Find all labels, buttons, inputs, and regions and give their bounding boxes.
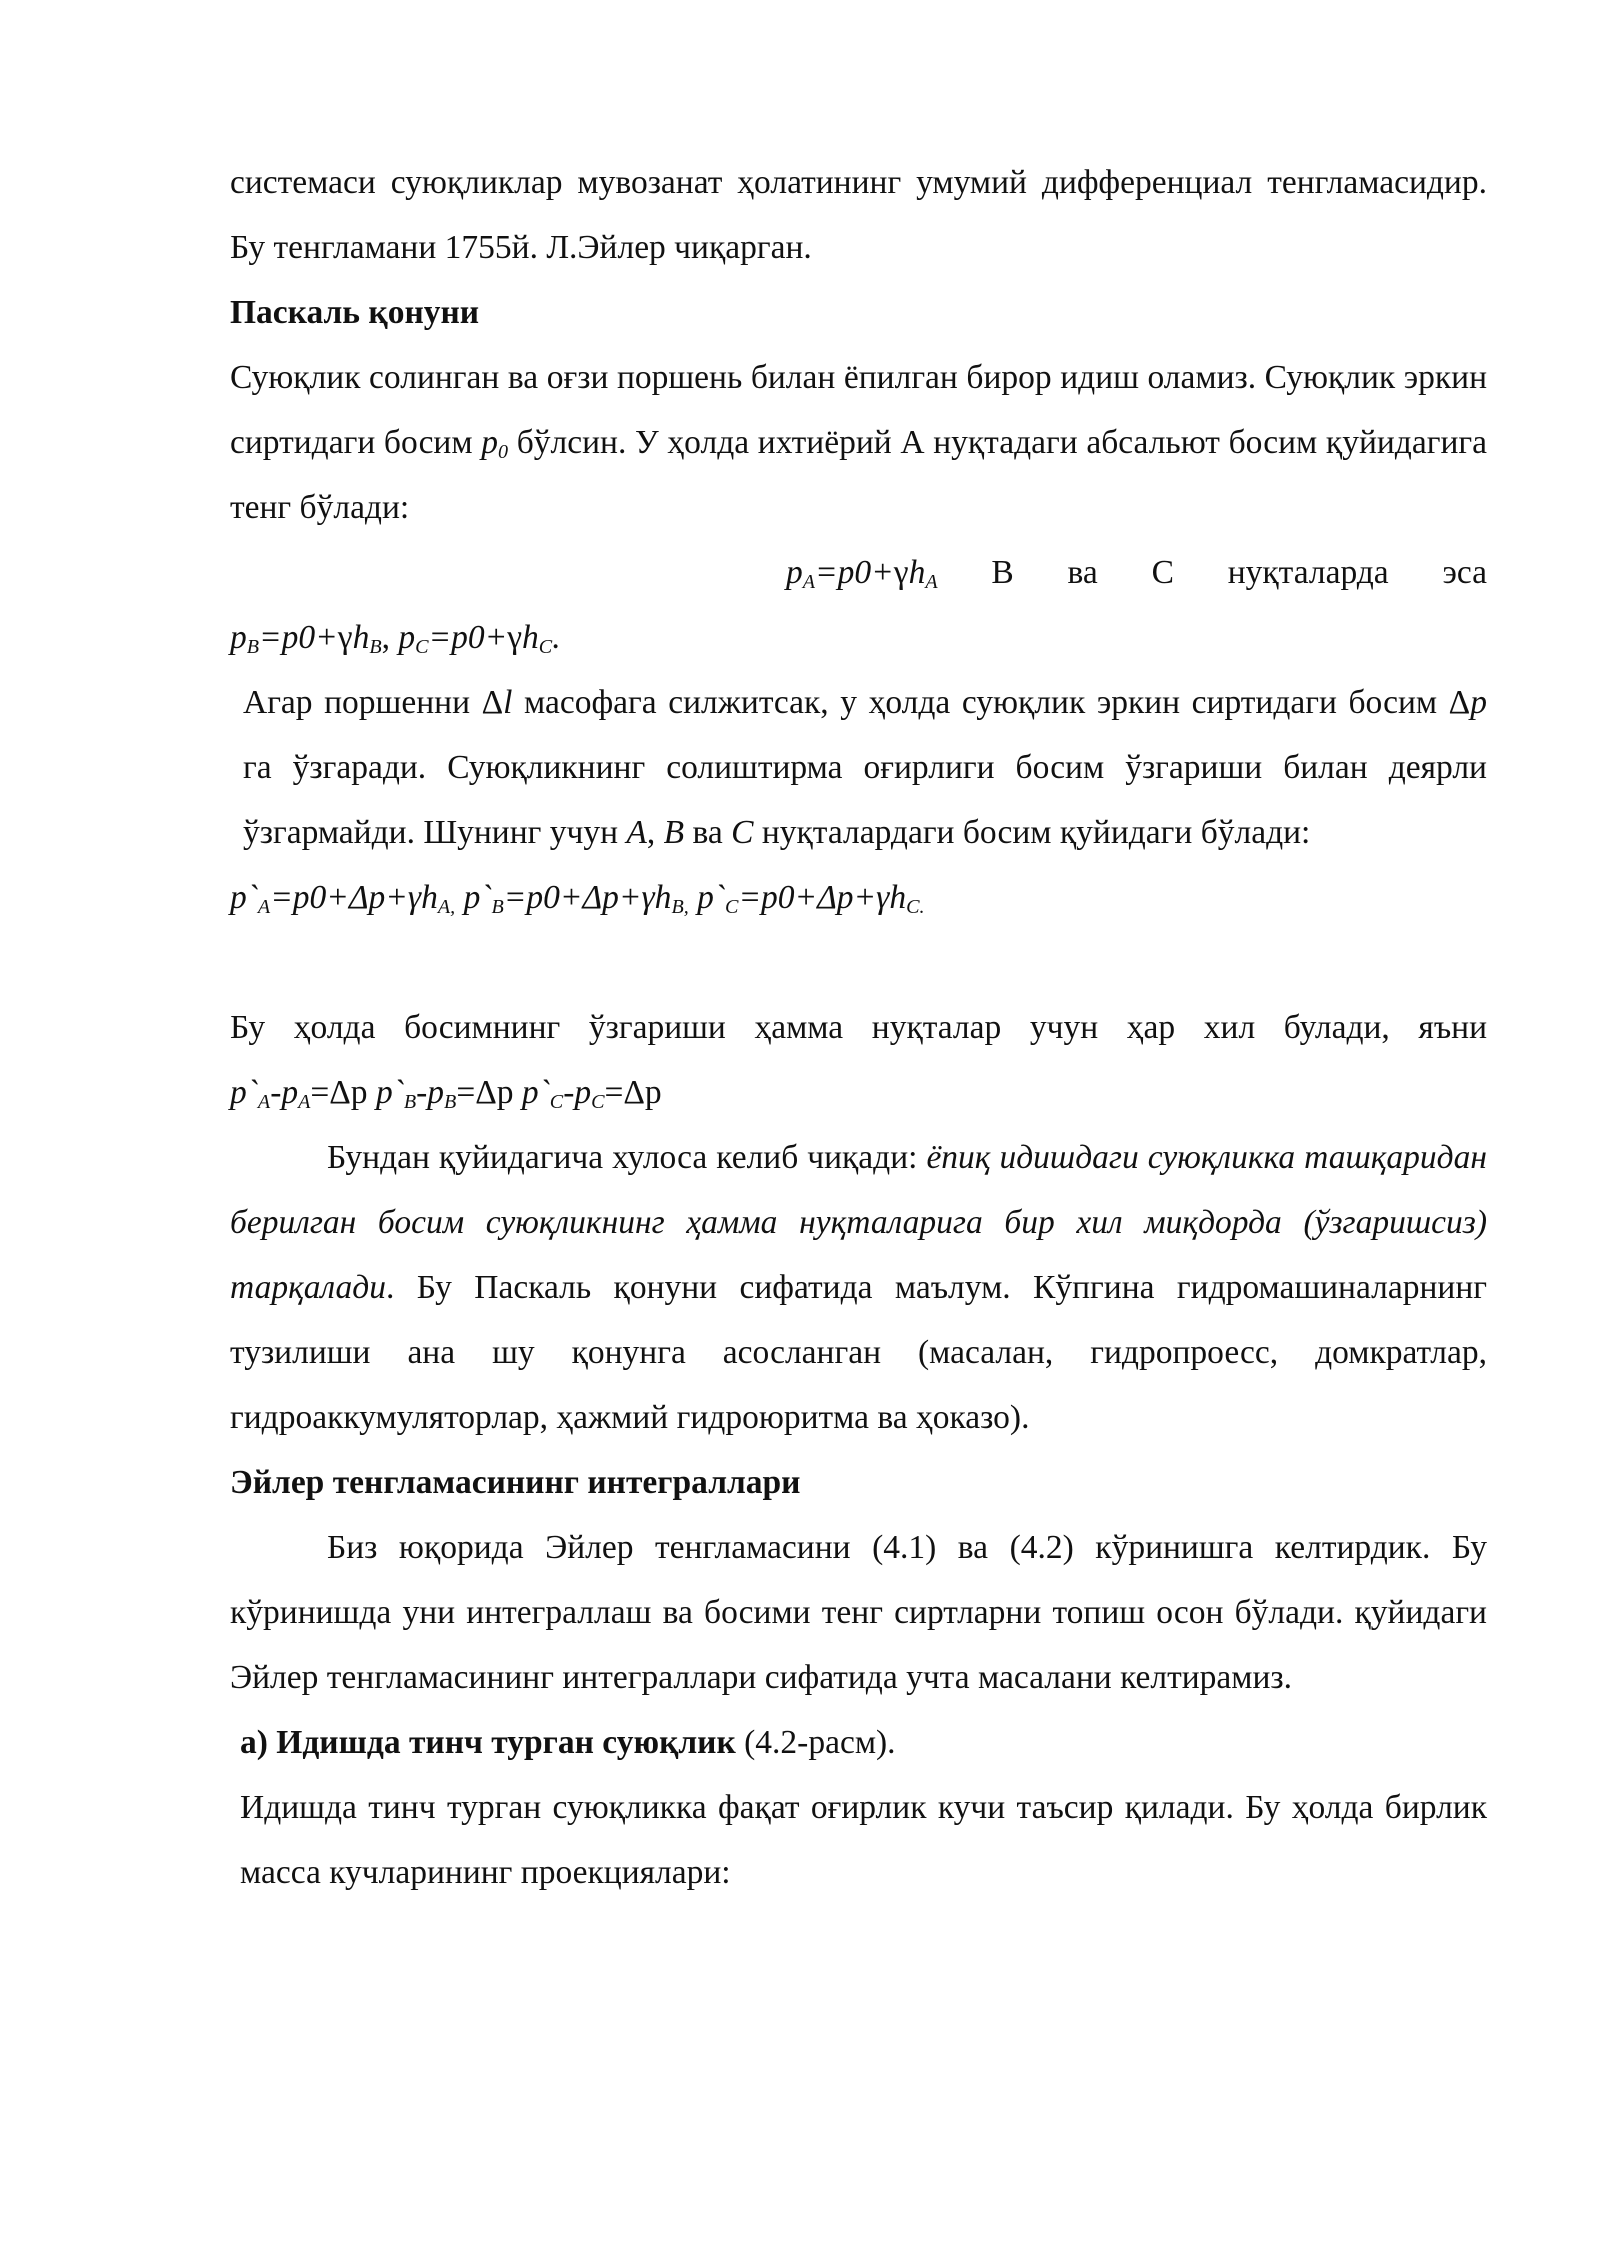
blank-line	[230, 930, 1487, 995]
text: Суюқлик солинган ва оғзи поршень билан ёпилган бирор идиш оламиз. Суюқлик эркин сиртидаги босим	[230, 359, 1487, 461]
paragraph-pascal-1	[230, 345, 1487, 540]
law-statement: ёпиқ идишдаги суюқликка ташқаридан берилган босим суюқликнинг ҳамма нуқталарига бир хил миқдорда (ўзгаришсиз) тарқалади	[230, 1139, 1487, 1306]
document-page	[230, 150, 1487, 1905]
paragraph-conclusion: Бундан қуйидагича хулоса келиб чиқади: ёпиқ идишдаги суюқликка ташқаридан берилган босим суюқликнинг ҳамма нуқталарига бир хил миқдорда (ўзгаришсиз) тарқалади. Бу Паскаль қонуни сифатида маълум. Кўпгина гидромашиналарнинг тузилиши ана шу қонунга асосланган (масалан, гидропроесс, домкратлар, гидроаккумуляторлар, ҳажмий гидроюритма ва ҳоказо).	[230, 1139, 1487, 1436]
formula-pa-line: $p_A=p0+\gamma h_A$ В ва С нуқталарда эса	[786, 554, 1487, 594]
heading-euler-integrals: Эйлер тенгламасининг интеграллари	[230, 1464, 801, 1501]
paragraph-euler-integrals: Биз юқорида Эйлер тенгламасини (4.1) ва (4.2) кўринишга келтирдик. Бу кўринишда уни интеграллаш ва босими тенг сиртларни топиш осон бўлади. қуйидаги Эйлер тенгламасининг интеграллари сифатида учта масалани келтирамиз.	[230, 1529, 1487, 1696]
paragraph-fluid-at-rest: Идишда тинч турган суюқликка фақат оғирлик кучи таъсир қилади. Бу ҳолда бирлик масса кучларининг проекциялари:	[240, 1789, 1487, 1891]
subheading-fluid-at-rest: а) Идишда тинч турган суюқлик (4.2-расм).	[240, 1724, 896, 1761]
symbol-p0: $p_0$	[481, 424, 509, 464]
text: В ва С нуқталарда эса	[937, 554, 1487, 591]
paragraph-intro: системаси суюқликлар мувозанат ҳолатининг умумий дифференциал тенгламасидир. Бу тенгламани 1755й. Л.Эйлер чиқарган.	[230, 164, 1487, 266]
formula-pa: $p_A=p0+$	[786, 554, 894, 594]
paragraph-pressure-change: Бу ҳолда босимнинг ўзгариши ҳамма нуқталар учун ҳар хил булади, яъни	[230, 1009, 1487, 1046]
formula-p-prime: $p`_A=p0+\Delta p+\gamma h_{A,}$ $p`_B=p0+\Delta p+\gamma h_{B,}$ $p`_C=p0+\Delta p+\gamma h_{C.}$	[230, 879, 925, 919]
text: бўлсин. У ҳолда ихтиёрий А нуқтадаги абсальют босим қуйидагига тенг бўлади:	[230, 424, 1487, 526]
formula-pb-pc: $p_B=p0+\gamma h_B$, $p_C=p0+\gamma h_C$.	[230, 619, 561, 659]
paragraph-piston-shift: Агар поршенни Δl масофага силжитсак, у ҳолда суюқлик эркин сиртидаги босим Δp га ўзгаради. Суюқликнинг солиштирма оғирлиги босим ўзгариши билан деярли ўзгармайди. Шунинг учун A, B ва C нуқталардаги босим қуйидаги бўлади:	[243, 684, 1487, 851]
heading-pascal-law: Паскаль қонуни	[230, 294, 480, 331]
formula-delta-p: $p`_A-p_A=\Delta p$ $p`_B-p_B=\Delta p$ $p`_C-p_C=\Delta p$	[230, 1074, 662, 1114]
